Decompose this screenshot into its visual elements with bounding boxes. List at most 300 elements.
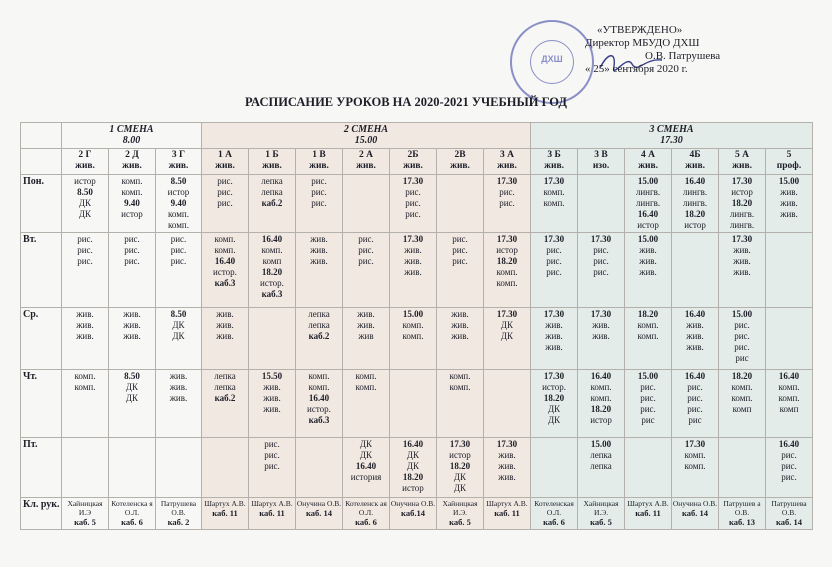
lesson-line: 17.30 [496,176,518,186]
lesson-cell [484,438,531,498]
lesson-line: рис. [358,256,374,266]
lesson-line: рис. [124,245,140,255]
lesson-line: жив. [310,234,328,244]
lesson-line: 8.50 [77,187,93,197]
teacher-name: Патрушева О.В. [771,499,807,517]
lesson-line: комп. [261,245,283,255]
corner-cell [21,123,62,149]
class-name: 2 Г [78,150,92,160]
lesson-line: жив. [545,320,563,330]
lesson-line: истор. [542,382,566,392]
lesson-cell [390,438,437,498]
lesson-line: комп. [778,382,800,392]
lesson-line: ДК [500,320,514,330]
approval-block [585,24,820,76]
teacher-name: Онучина О.В. [390,499,436,508]
teacher-name: Онучина О.В. [672,499,718,508]
lesson-cell [672,175,719,233]
lesson-line: рис. [217,176,233,186]
lesson-line: истор [121,209,143,219]
approval-line-2: Директор МБУДО ДХШ [585,37,700,49]
lesson-cell [531,233,578,308]
lesson-cell [202,308,249,370]
lesson-line: комп. [684,450,706,460]
lesson-line: 18.20 [590,404,612,414]
lesson-line: жив. [310,245,328,255]
lesson-line: жив. [639,245,657,255]
class-type: проф. [776,161,802,171]
teacher-name: Шартух А.В. [204,499,246,508]
lesson-line: 17.30 [731,176,753,186]
class-header [62,149,109,175]
lesson-line: рис. [687,393,703,403]
teacher-cell [766,498,813,530]
lesson-line: каб.2 [261,198,283,208]
lesson-line: 17.30 [731,234,753,244]
teacher-cell [390,498,437,530]
lesson-line: жив. [780,187,798,197]
lesson-line: жив. [686,320,704,330]
lesson-cell [625,175,672,233]
shift-name: 2 СМЕНА [343,124,389,135]
lesson-line: комп. [355,382,377,392]
class-header [249,149,296,175]
lesson-line: рис [735,353,749,363]
lesson-cell [202,233,249,308]
shift-header-row [21,123,813,149]
lesson-line: рис. [546,256,562,266]
class-header [343,149,390,175]
lesson-cell [437,233,484,308]
lesson-line: рис. [311,198,327,208]
class-name: 4Б [689,150,701,160]
lesson-cell [484,233,531,308]
lesson-line: рис. [405,187,421,197]
lesson-cell [249,308,296,370]
lesson-line: 17.30 [543,234,565,244]
lesson-line: жив. [545,331,563,341]
lesson-cell [625,370,672,438]
lesson-line: 16.40 [590,371,612,381]
lesson-line: истор [167,187,190,197]
teacher-room: каб. 5 [449,517,471,527]
lesson-line: жив. [123,320,141,330]
lesson-line: лингв. [682,198,708,208]
lesson-line: жив. [733,267,751,277]
lesson-cell [296,370,343,438]
lesson-line: жив. [404,267,422,277]
lesson-line: лепка [261,176,283,186]
lesson-line: истор [496,245,518,255]
lesson-cell [766,308,813,370]
lesson-line: комп. [590,393,612,403]
lesson-cell [62,233,109,308]
teacher-cell [156,498,202,530]
lesson-line: рис. [687,382,703,392]
lesson-line: 16.40 [214,256,236,266]
class-type: жив. [638,161,658,171]
lesson-line: жив. [404,245,422,255]
teacher-room: каб. 5 [74,517,96,527]
class-header [766,149,813,175]
lesson-line: комп. [74,382,96,392]
lesson-cell [249,233,296,308]
class-type: жив. [215,161,235,171]
lesson-line: истор [402,483,424,493]
lesson-line: комп. [167,209,189,219]
class-name: 2Б [407,150,419,160]
class-name: 2 Д [125,150,139,160]
lesson-line: комп. [214,234,236,244]
official-stamp [510,20,594,104]
class-name: 3 В [594,150,608,160]
lesson-line: 15.50 [261,371,283,381]
lesson-line: комп. [308,371,330,381]
lesson-cell [62,438,109,498]
teacher-cell [719,498,766,530]
lesson-line: 17.30 [496,234,518,244]
lesson-cell [484,175,531,233]
lesson-line: лепка [261,187,283,197]
day-row [21,233,813,308]
shift-2 [202,123,531,149]
class-type: жив. [450,161,470,171]
shift-1 [62,123,202,149]
lesson-line: лингв. [635,198,661,208]
lesson-cell [625,308,672,370]
lesson-cell [390,175,437,233]
class-name: 1 В [312,150,326,160]
class-type: жив. [75,161,95,171]
class-name: 3 А [500,150,514,160]
lesson-cell [719,233,766,308]
teacher-name: Хайницкая И.Э [67,499,103,517]
teacher-cell [343,498,390,530]
teacher-cell [484,498,531,530]
lesson-line: 9.40 [124,198,140,208]
class-name: 2 А [359,150,373,160]
class-name: 3 Б [547,150,561,160]
lesson-line: 15.00 [590,439,612,449]
lesson-line: жив. [357,309,375,319]
teacher-room: каб. 14 [305,508,333,518]
lesson-cell [296,438,343,498]
class-header [202,149,249,175]
lesson-line: 15.00 [637,176,659,186]
class-type: жив. [122,161,142,171]
lesson-cell [343,308,390,370]
lesson-line: 8.50 [170,309,187,319]
lesson-line: жив. [451,320,469,330]
lesson-line: комп. [74,371,96,381]
lesson-cell [719,438,766,498]
lesson-line: рис. [405,209,421,219]
lesson-line: рис. [311,176,327,186]
lesson-line: истор [74,176,96,186]
lesson-line: жив. [780,209,798,219]
shift-time: 8.00 [122,135,141,146]
class-header [390,149,437,175]
lesson-line: лингв. [635,187,661,197]
teacher-cell [109,498,156,530]
lesson-line: рис. [217,187,233,197]
lesson-line: жив. [76,331,94,341]
lesson-line: 8.50 [170,176,187,186]
day-label: Ср. [21,308,62,370]
lesson-cell [202,175,249,233]
lesson-line: истор. [213,267,237,277]
lesson-line: рис. [264,439,280,449]
lesson-line: ДК [172,331,185,341]
lesson-cell [437,308,484,370]
lesson-line: жив. [686,342,704,352]
lesson-line: истор [637,220,659,230]
lesson-line: комп [262,256,282,266]
lesson-line: комп. [543,198,565,208]
teacher-name: Котеленска я О.Л. [111,499,153,517]
day-label: Вт. [21,233,62,308]
lesson-line: рис. [781,461,797,471]
lesson-line: рис. [499,198,515,208]
lesson-line: рис. [452,234,468,244]
lesson-line: лингв. [682,187,708,197]
lesson-line: ДК [547,415,561,425]
lesson-line: рис. [124,256,140,266]
lesson-line: ДК [125,393,139,403]
lesson-line: 17.30 [543,371,565,381]
lesson-line: 16.40 [308,393,330,403]
lesson-cell [672,308,719,370]
lesson-line: комп. [402,331,424,341]
day-label: Пт. [21,438,62,498]
page-title: РАСПИСАНИЕ УРОКОВ НА 2020-2021 УЧЕБНЫЙ ГОД [245,95,567,109]
lesson-line: жив. [451,309,469,319]
lesson-cell [672,370,719,438]
lesson-line: рис. [358,234,374,244]
lesson-cell [578,308,625,370]
lesson-line: комп. [731,382,753,392]
day-row [21,370,813,438]
class-name: 3 Г [171,150,186,160]
lesson-line: рис. [77,234,93,244]
lesson-line: лепка [590,450,612,460]
class-header [296,149,343,175]
teacher-cell [625,498,672,530]
teacher-cell [578,498,625,530]
teacher-name: Шартух А.В. [251,499,293,508]
teacher-room: каб. 11 [635,508,661,518]
lesson-line: жив. [169,371,188,381]
lesson-line: история [350,472,382,482]
lesson-line: жив. [451,331,469,341]
lesson-line: рис. [781,450,797,460]
shift-name: 3 СМЕНА [649,124,694,135]
lesson-line: ДК [500,331,514,341]
lesson-line: истор [731,187,753,197]
lesson-line: 16.40 [684,371,706,381]
lesson-line: 17.30 [543,176,565,186]
teacher-row-label: Кл. рук. [21,498,62,530]
teacher-name: Шартух А.В. [486,499,528,508]
lesson-line: 17.30 [496,439,518,449]
lesson-line: 15.00 [402,309,424,319]
lesson-line: ДК [453,483,467,493]
class-name: 4 А [641,150,656,160]
lesson-cell [531,175,578,233]
lesson-line: жив. [357,320,375,330]
lesson-line: комп. [684,461,706,471]
lesson-line: 18.20 [543,393,565,403]
lesson-cell [531,308,578,370]
lesson-cell [109,370,156,438]
lesson-line: каб.3 [214,278,236,288]
approval-line-4: « 25» сентября 2020 г. [585,63,688,75]
lesson-cell [249,175,296,233]
lesson-cell [249,370,296,438]
lesson-line: рис. [499,187,515,197]
lesson-cell [62,175,109,233]
lesson-line: 17.30 [449,439,471,449]
lesson-cell [390,370,437,438]
lesson-line: жив. [216,309,234,319]
lesson-cell [719,175,766,233]
teacher-row [21,498,813,530]
lesson-line: жив. [733,245,751,255]
lesson-line: комп. [496,267,518,277]
lesson-line: ДК [406,450,420,460]
teacher-cell [296,498,343,530]
lesson-line: рис. [170,234,187,244]
lesson-line: ДК [359,450,373,460]
lesson-line: 17.30 [590,234,612,244]
lesson-line: 17.30 [402,176,424,186]
lesson-line: лепка [308,309,330,319]
teacher-room: каб. 6 [355,517,377,527]
lesson-cell [719,308,766,370]
lesson-cell [484,308,531,370]
lesson-line: 9.40 [170,198,187,208]
lesson-line: рис. [734,320,750,330]
lesson-line: рис. [546,267,562,277]
class-type: жив. [544,161,564,171]
teacher-cell [62,498,109,530]
lesson-line: комп. [449,382,471,392]
lesson-line: 16.40 [684,176,706,186]
lesson-line: рис. [593,245,609,255]
lesson-cell [109,175,156,233]
lesson-line: комп. [355,371,377,381]
teacher-room: каб.14 [401,508,425,518]
lesson-line: 16.40 [778,371,800,381]
lesson-line: жив. [76,320,94,330]
class-type: жив. [309,161,329,171]
lesson-line: 18.20 [684,209,706,219]
lesson-cell [390,308,437,370]
class-type: жив. [685,161,705,171]
teacher-cell [531,498,578,530]
approval-line-3: О.В. Патрушева [645,50,721,62]
lesson-cell [437,370,484,438]
lesson-line: жив. [498,461,516,471]
approval-line-1: «УТВЕРЖДЕНО» [597,24,683,36]
lesson-line: истор [590,415,612,425]
lesson-cell [672,438,719,498]
lesson-line: жив. [639,267,657,277]
teacher-name: Котеленск ая О.Л. [345,499,387,517]
lesson-line: 16.40 [355,461,377,471]
day-label: Пон. [21,175,62,233]
lesson-line: 16.40 [261,234,283,244]
lesson-line: рис. [593,267,609,277]
lesson-line: ДК [172,320,185,330]
teacher-name: Онучина О.В. [296,499,342,508]
lesson-line: 17.30 [496,309,518,319]
lesson-cell [578,370,625,438]
teacher-name: Хайницкая И.Э. [442,499,478,517]
teacher-room: каб. 5 [590,517,612,527]
day-row [21,308,813,370]
lesson-cell [625,233,672,308]
teacher-name: Шартух А.В. [627,499,669,508]
stamp-text: ДХШ [541,54,563,64]
lesson-line: рис. [124,234,140,244]
teacher-name: Патрушев а О.В. [723,499,761,517]
lesson-line: рис. [170,245,187,255]
lesson-cell [343,175,390,233]
lesson-line: жив. [733,256,751,266]
teacher-room: каб. 14 [776,517,803,527]
class-name: 5 А [735,150,750,160]
lesson-line: комп. [449,371,471,381]
class-header [156,149,202,175]
lesson-line: рис. [264,461,280,471]
lesson-line: рис. [264,450,280,460]
shift-time: 17.30 [660,135,683,146]
lesson-cell [156,175,202,233]
day-label: Чт. [21,370,62,438]
lesson-line: рис. [546,245,562,255]
lesson-cell [296,175,343,233]
lesson-line: 18.20 [496,256,518,266]
class-type: жив. [356,161,376,171]
class-header [719,149,766,175]
lesson-line: комп. [543,187,565,197]
lesson-line: ДК [453,472,467,482]
lesson-cell [578,175,625,233]
teacher-name: Хайницкая И.Э. [583,499,619,517]
teacher-room: каб. 11 [212,508,238,518]
lesson-line: жив. [686,331,704,341]
lesson-cell [719,370,766,438]
lesson-line: жив. [76,309,94,319]
lesson-cell [578,233,625,308]
class-header [437,149,484,175]
teacher-cell [437,498,484,530]
lesson-line: жив. [216,320,234,330]
lesson-line: ДК [547,404,561,414]
lesson-line: 16.40 [778,439,800,449]
lesson-cell [625,438,672,498]
lesson-cell [437,175,484,233]
lesson-cell [202,438,249,498]
lesson-line: жив. [498,450,516,460]
day-row [21,438,813,498]
teacher-cell [249,498,296,530]
lesson-line: лепка [214,371,236,381]
class-header [672,149,719,175]
lesson-cell [109,233,156,308]
lesson-line: комп [779,404,799,414]
